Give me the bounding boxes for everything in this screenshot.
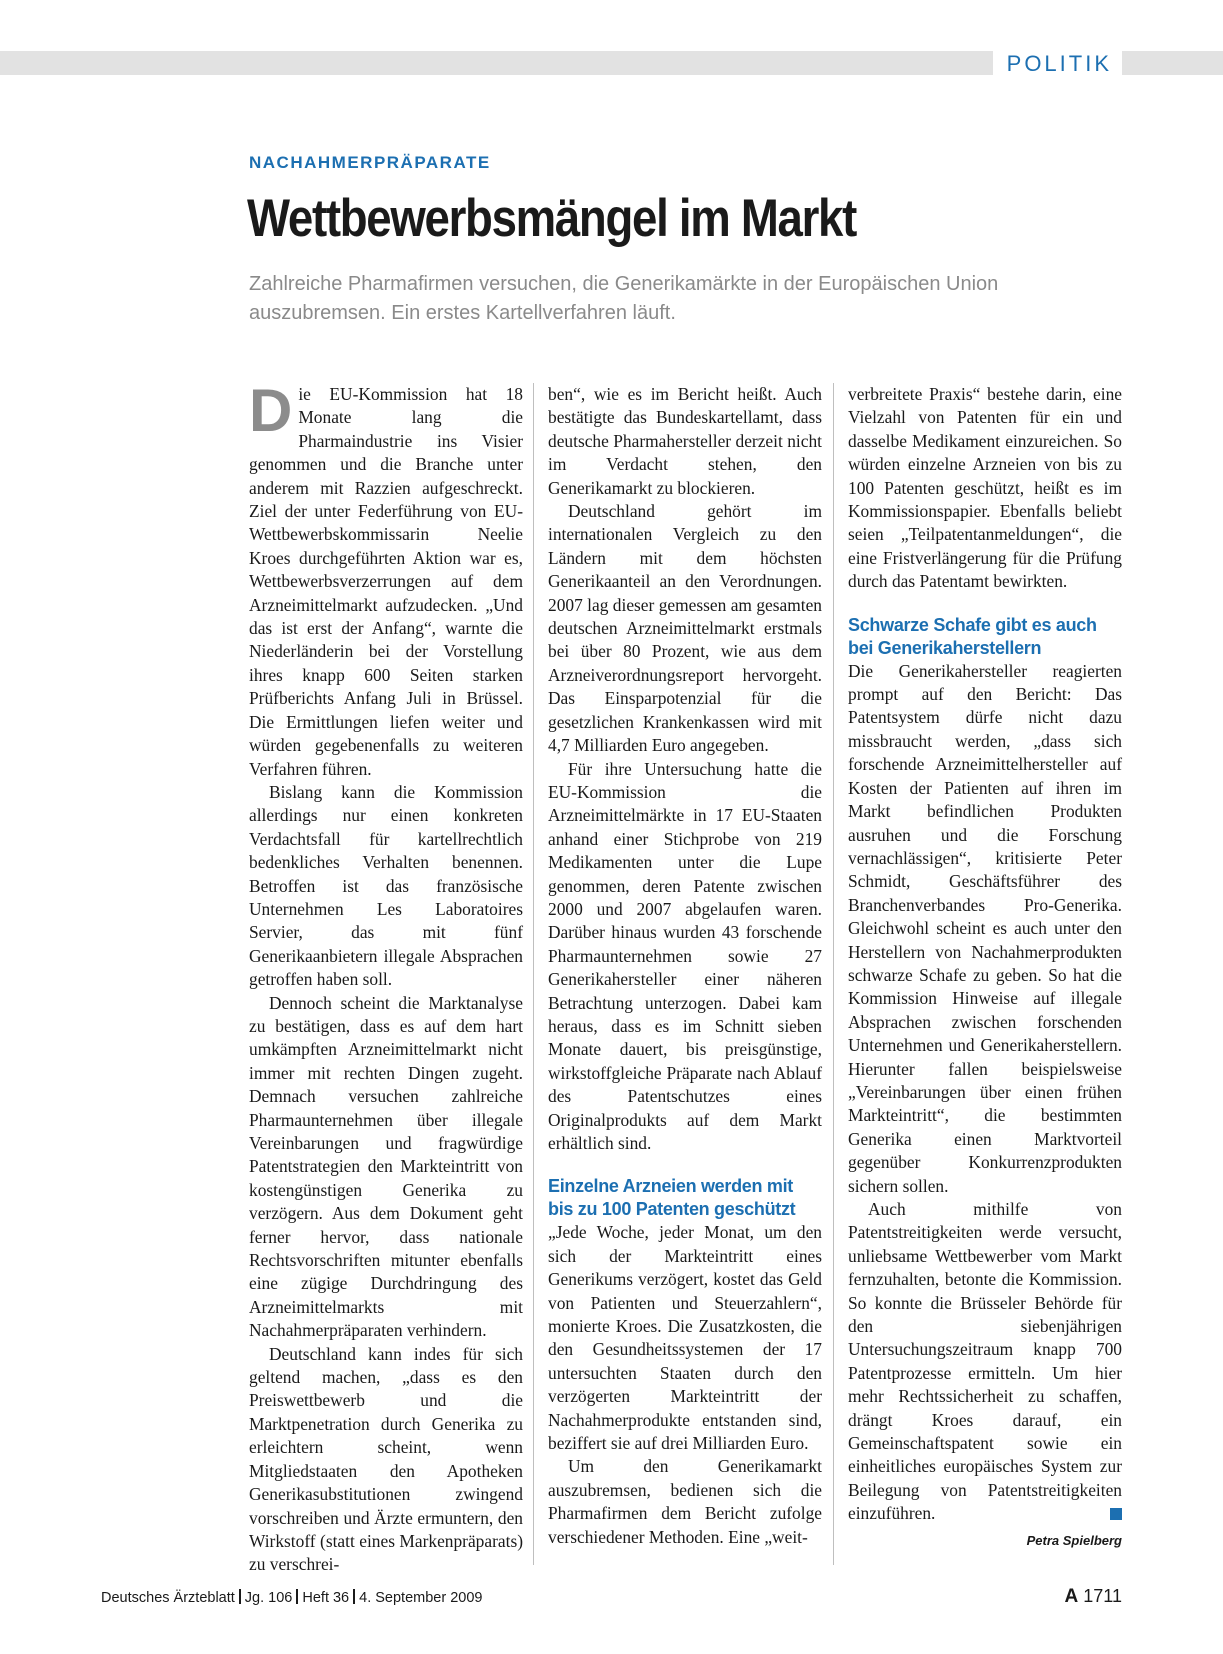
subheading: Einzelne Arzneien werden mit bis zu 100 Patenten geschützt — [548, 1176, 796, 1220]
standfirst: Zahlreiche Pharmafirmen versuchen, die Generikamärkte in der Europäischen Union auszubremsen. Ein erstes Kartellverfahren läuft. — [249, 273, 999, 324]
paragraph: Bislang kann die Kommission allerdings nur einen konkreten Verdachtsfall für kartellrechtlich bedenkliches Verhalten benennen. Betroffen ist das französische Unternehmen Les Laboratoires Servier, das mit fünf Generikaanbietern illegale Absprachen getroffen haben soll. — [249, 781, 523, 990]
separator — [296, 1589, 298, 1604]
article-column-2 — [548, 383, 822, 1549]
paragraph: ben“, wie es im Bericht heißt. Auch bestätigte das Bundeskartellamt, dass deutsche Pharmahersteller derzeit nicht im Verdacht stehen, den Generikamarkt zu blockieren. — [548, 384, 822, 498]
subheading: Schwarze Schafe gibt es auch bei Generikaherstellern — [848, 614, 1097, 658]
page-number-value: 1711 — [1083, 1586, 1122, 1606]
column-divider — [533, 383, 534, 1565]
paragraph — [249, 377, 523, 781]
kicker: NACHAHMERPRÄPARATE — [249, 153, 491, 172]
paragraph-text: ie EU-Kommission hat 18 Monate lang die Pharmaindustrie ins Visier genommen und die Branche unter anderem mit Razzien aufgeschreckt. Ziel der unter Federführung von EU-Wettbewerbskommissarin Neelie Kroes durchgeführten Aktion war es, Wettbewerbsverzerrungen auf dem Arzneimittelmarkt aufzudecken. „Und das ist erst der Anfang“, warnte die Niederländerin bei der Vorstellung ihres knapp 600 Seiten starken Prüfberichts Anfang Juli in Brüssel. Die Ermittlungen liefen weiter und würden gegebenenfalls zu weiteren Verfahren führen. — [249, 384, 523, 779]
headline: Wettbewerbsmängel im Markt — [247, 189, 856, 248]
column-divider — [833, 383, 834, 1565]
publication-name: Deutsches Ärzteblatt — [101, 1590, 235, 1606]
drop-cap: D — [249, 377, 293, 444]
paragraph: verbreitete Praxis“ bestehe darin, eine Vielzahl von Patenten für ein und dasselbe Medikament einzureichen. So würden einzelne Arzneien von bis zu 100 Patenten geschützt, heißt es im Kommissionspapier. Ebenfalls beliebt seien „Teilpatentanmeldungen“, die eine Fristverlängerung für die Prüfung durch das Patentamt bewirkten. — [848, 384, 1122, 592]
paragraph-text: Auch mithilfe von Patentstreitigkeiten werde versucht, unliebsame Wettbewerber vom Markt fernzuhalten, betonte die Kommission. So konnte die Brüsseler Behörde für den siebenjährigen Untersuchungszeitraum knapp 700 Patentprozesse ermitteln. Um hier mehr Rechtssicherheit zu schaffen, drängt Kroes darauf, ein Gemeinschaftspatent sowie ein einheitliches europäisches System zur Beilegung von Patentstreitigkeiten einzuführen. — [848, 1199, 1122, 1524]
page-number — [1065, 1586, 1122, 1608]
separator — [353, 1589, 355, 1604]
article-column-1 — [249, 377, 523, 1577]
issue: Heft 36 — [302, 1590, 350, 1606]
paragraph: Die Generikahersteller reagierten prompt auf den Bericht: Das Patentsystem dürfe nicht dazu missbraucht werden, „dass sich forschende Arzneimittelhersteller auf Kosten der Patienten auf ihren im Markt befindlichen Produkten ausruhen und die Forschung vernachlässigen“, kritisierte Peter Schmidt, Geschäftsführer des Branchenverbandes Pro-Generika. Gleichwohl scheint es auch unter den Herstellern von Nachahmerprodukten schwarze Schafe zu geben. So hat die Kommission Hinweise auf illegale Absprachen zwischen forschenden Unternehmen und Generikaherstellern. Hierunter fallen beispielsweise „Vereinbarungen über einen frühen Markteintritt“, die bestimmten Generika einen Marktvorteil gegenüber Konkurrenzprodukten sichern sollen. — [848, 660, 1122, 1196]
author-byline: Petra Spielberg — [1026, 1532, 1122, 1548]
section-label: POLITIK — [993, 51, 1122, 75]
separator — [239, 1589, 241, 1604]
paragraph — [848, 1198, 1122, 1526]
paragraph: Für ihre Untersuchung hatte die EU-Kommission die Arzneimittelmärkte in 17 EU-Staaten anhand einer Stichprobe von 219 Medikamenten unter die Lupe genommen, deren Patente zwischen 2000 und 2007 abgelaufen waren. Darüber hinaus wurden 43 forschende Pharmaunternehmen sowie 27 Generikahersteller einer näheren Betrachtung unterzogen. Dabei kam heraus, dass es im Schnitt sieben Monate dauert, bis preisgünstige, wirkstoffgleiche Präparate nach Ablauf des Patentschutzes eines Originalprodukts auf dem Markt erhältlich sind. — [548, 758, 822, 1153]
paragraph: Deutschland gehört im internationalen Vergleich zu den Ländern mit dem höchsten Generikaanteil an den Verordnungen. 2007 lag dieser gemessen am gesamten deutschen Arzneimittelmarkt erstmals bei über 80 Prozent, wie aus dem Arzneiverordnungsreport hervorgeht. Das Einsparpotenzial für die gesetzlichen Krankenkassen wird mit 4,7 Milliarden Euro angegeben. — [548, 501, 822, 756]
volume: Jg. 106 — [244, 1590, 293, 1606]
paragraph: Dennoch scheint die Marktanalyse zu bestätigen, dass es auf dem hart umkämpften Arzneimittelmarkt nicht immer mit rechten Dingen zugeht. Demnach versuchen zahlreiche Pharmaunternehmen über illegale Vereinbarungen und fragwürdige Patentstrategien den Markteintritt von kostengünstigen Generika zu verzögern. Aus dem Dokument geht ferner hervor, dass nationale Rechtsvorschriften mitunter ebenfalls eine zügige Durchdringung des Arzneimittelmarkts mit Nachahmerpräparaten verhindern. — [249, 992, 523, 1341]
issue-date: 4. September 2009 — [359, 1590, 483, 1606]
page-prefix: A — [1064, 1586, 1079, 1607]
paragraph: Um den Generikamarkt auszubremsen, bedienen sich die Pharmafirmen dem Bericht zufolge verschiedener Methoden. Eine „weit- — [548, 1456, 822, 1547]
footer-citation — [101, 1589, 482, 1606]
end-mark-icon — [1110, 1508, 1122, 1520]
article-column-3 — [848, 383, 1122, 1552]
paragraph: Deutschland kann indes für sich geltend machen, „dass es den Preiswettbewerb und die Marktpenetration durch Generika zu erleichtern scheint, wenn Mitgliedstaaten den Apotheken Generikasubstitutionen zwingend vorschreiben und Ärzte ermuntern, den Wirkstoff (statt eines Markenpräparats) zu verschrei- — [249, 1343, 523, 1575]
paragraph: „Jede Woche, jeder Monat, um den sich der Markteintritt eines Generikums verzögert, kostet das Geld von Patienten und Steuerzahlern“, monierte Kroes. Die Zusatzkosten, die den Gesundheitssystemen der 17 untersuchten Staaten durch den verzögerten Markteintritt der Nachahmerprodukte entstanden sind, beziffert sie auf drei Milliarden Euro. — [548, 1222, 822, 1454]
